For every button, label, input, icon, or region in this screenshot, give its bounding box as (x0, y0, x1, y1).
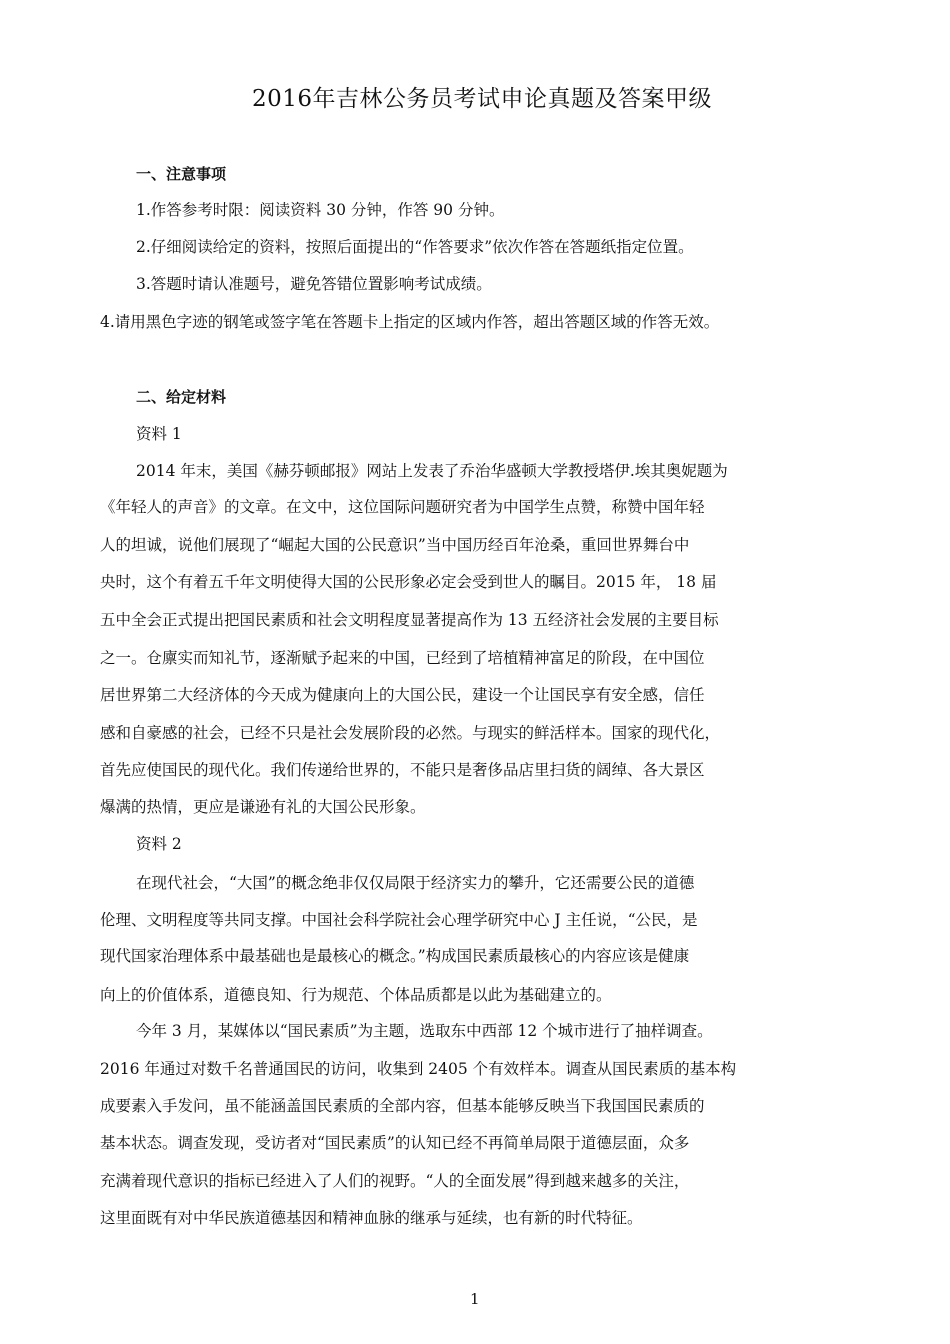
material-2-line: 充满着现代意识的指标已经进入了人们的视野。“人的全面发展”得到越来越多的关注， (100, 1172, 690, 1190)
material-1-line: 人的坦诚，说他们展现了“崛起大国的公民意识”当中国历经百年沧桑，重回世界舞台中 (100, 536, 690, 554)
material-2-line: 向上的价值体系，道德良知、行为规范、个体品质都是以此为基础建立的。 (100, 986, 612, 1004)
material-2-line: 2016 年通过对数千名普通国民的访问，收集到 2405 个有效样本。调查从国民素质的基本构 (100, 1060, 737, 1078)
material-1-line: 居世界第二大经济体的今天成为健康向上的大国公民，建设一个让国民享有安全感，信任 (100, 686, 705, 704)
material-1-line: 感和自豪感的社会，已经不只是社会发展阶段的必然。与现实的鲜活样本。国家的现代化， (100, 724, 721, 742)
material-2-line: 现代国家治理体系中最基础也是最核心的概念。”构成国民素质最核心的内容应该是健康 (100, 947, 690, 965)
material-1-line: 爆满的热情，更应是谦逊有礼的大国公民形象。 (100, 798, 426, 816)
material-1-line: 首先应使国民的现代化。我们传递给世界的，不能只是奢侈品店里扫货的阔绰、各大景区 (100, 761, 705, 779)
material-1-line: 央时，这个有着五千年文明使得大国的公民形象必定会受到世人的瞩目。2015 年， 18 届 (100, 573, 717, 591)
material-1-line: 之一。仓廪实而知礼节，逐渐赋予起来的中国，已经到了培植精神富足的阶段，在中国位 (100, 649, 705, 667)
material-1-line: 五中全会正式提出把国民素质和社会文明程度显著提高作为 13 五经济社会发展的主要目标 (100, 611, 719, 629)
material-1-label: 资料 1 (136, 425, 182, 443)
material-2-line: 基本状态。调查发现，受访者对“国民素质”的认知已经不再简单局限于道德层面，众多 (100, 1134, 690, 1152)
document-title: 2016年吉林公务员考试申论真题及答案甲级 (252, 86, 713, 112)
material-2-line: 这里面既有对中华民族道德基因和精神血脉的继承与延续，也有新的时代特征。 (100, 1209, 643, 1227)
material-2-line: 伦理、文明程度等共同支撑。中国社会科学院社会心理学研究中心 J 主任说，“公民，是 (100, 911, 698, 929)
material-2-line: 在现代社会，“大国”的概念绝非仅仅局限于经济实力的攀升，它还需要公民的道德 (136, 874, 695, 892)
section-heading-materials: 二、给定材料 (136, 388, 227, 406)
page-number: 1 (470, 1290, 480, 1308)
material-2-line: 今年 3 月，某媒体以“国民素质”为主题，选取东中西部 12 个城市进行了抽样调查。 (136, 1022, 713, 1040)
notes-item-1: 1.作答参考时限：阅读资料 30 分钟，作答 90 分钟。 (136, 201, 505, 219)
material-1-line: 2014 年末，美国《赫芬顿邮报》网站上发表了乔治华盛顿大学教授塔伊.埃其奥妮题为 (136, 462, 728, 480)
notes-item-2: 2.仔细阅读给定的资料，按照后面提出的“作答要求”依次作答在答题纸指定位置。 (136, 238, 694, 256)
material-1-line: 《年轻人的声音》的文章。在文中，这位国际问题研究者为中国学生点赞，称赞中国年轻 (100, 498, 705, 516)
notes-item-3: 3.答题时请认准题号，避免答错位置影响考试成绩。 (136, 275, 492, 293)
notes-item-4: 4.请用黑色字迹的钢笔或签字笔在答题卡上指定的区域内作答，超出答题区域的作答无效。 (100, 313, 720, 331)
material-2-line: 成要素入手发问，虽不能涵盖国民素质的全部内容，但基本能够反映当下我国国民素质的 (100, 1097, 705, 1115)
section-heading-notes: 一、注意事项 (136, 165, 227, 183)
material-2-label: 资料 2 (136, 835, 182, 853)
